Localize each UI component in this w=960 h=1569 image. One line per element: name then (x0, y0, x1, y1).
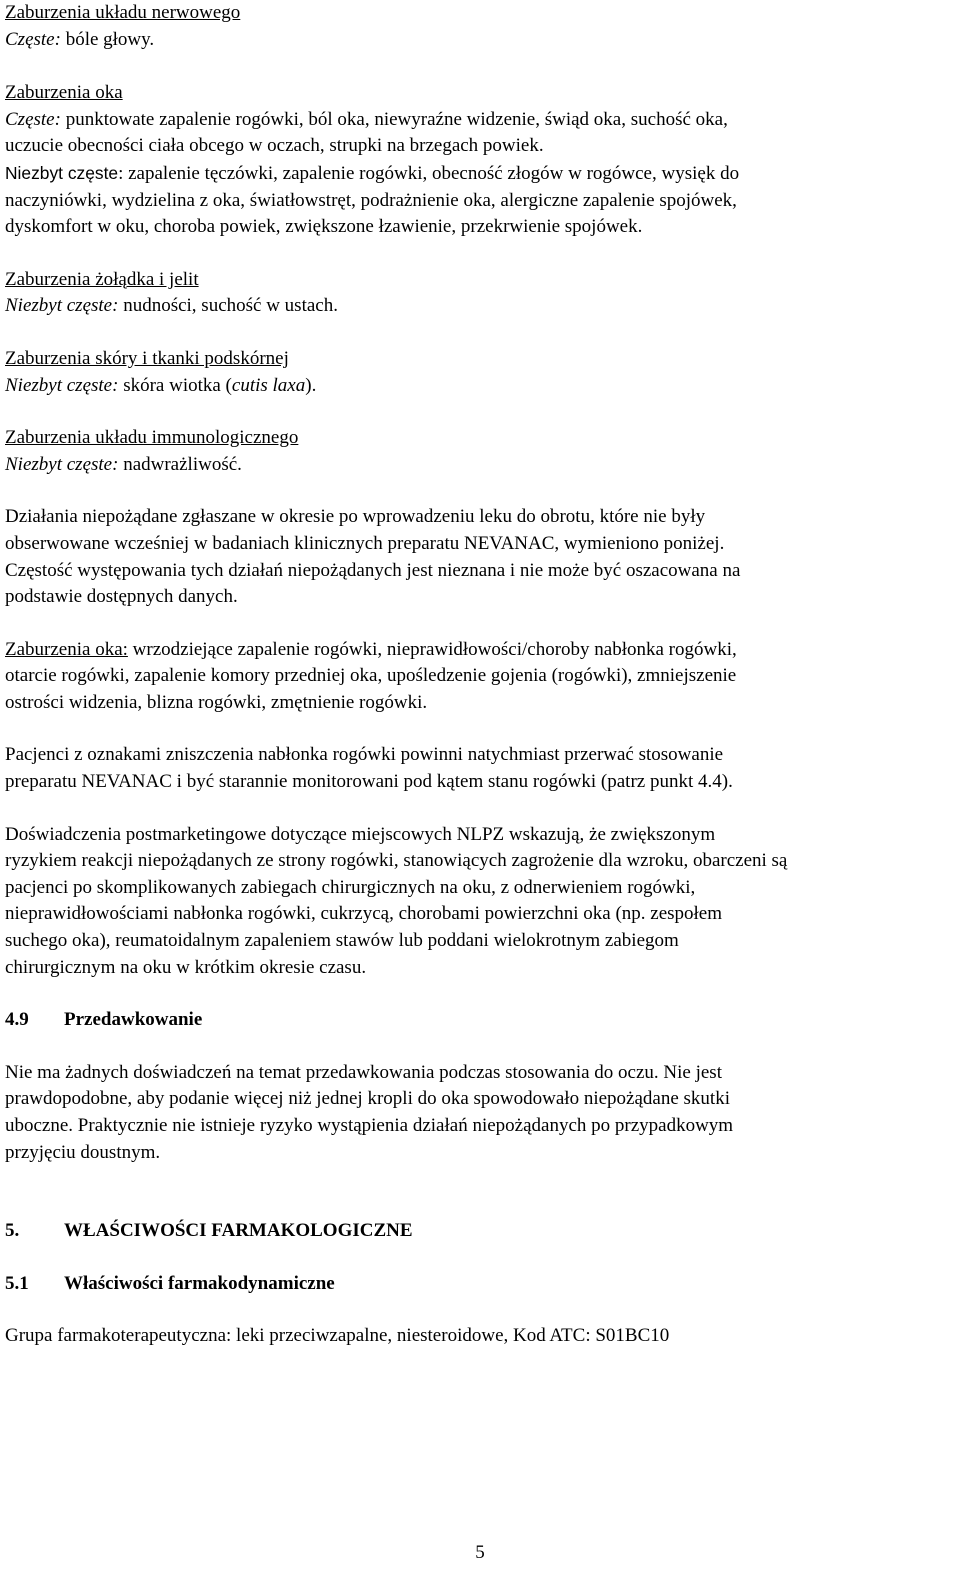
gi-line (5, 293, 955, 320)
section-5-number: 5. (5, 1220, 20, 1242)
eye-pm-text1: wrzodziejące zapalenie rogówki, nieprawidłowości/choroby nabłonka rogówki, (127, 638, 737, 660)
section-5-1-heading (5, 1271, 955, 1298)
skin-frequency: Niezbyt częste: (5, 374, 119, 396)
eye-uncommon-line2: naczyniówki, wydzielina z oka, światłowstręt, podrażnienie oka, alergiczne zapalenie spojówek, (5, 189, 737, 211)
gi-frequency: Niezbyt częste: (5, 295, 119, 317)
section-5-title: WŁAŚCIWOŚCI FARMAKOLOGICZNE (64, 1220, 413, 1242)
skin-text-b: ). (305, 374, 317, 396)
skin-text-italic: cutis laxa (231, 374, 306, 396)
eye-pm-heading: Zaburzenia oka: (5, 638, 128, 660)
overdose-line3: uboczne. Praktycznie nie istnieje ryzyko wystąpienia działań niepożądanych po przypadkowym (5, 1115, 734, 1136)
skin-line (5, 373, 955, 400)
nervous-heading: Zaburzenia układu nerwowego (5, 2, 241, 23)
patients-line1: Pacjenci z oznakami zniszczenia nabłonka rogówki powinni natychmiast przerwać stosowanie (5, 744, 724, 766)
patients-line2: preparatu NEVANAC i być starannie monitorowani pod kątem stanu rogówki (patrz punkt 4.4). (5, 771, 733, 793)
page-number: 5 (475, 1542, 485, 1563)
eye-pm-line3: ostrości widzenia, blizna rogówki, zmętnienie rogówki. (5, 691, 428, 713)
immune-text: nadwrażliwość. (118, 453, 242, 475)
postmarketing-line1: Działania niepożądane zgłaszane w okresie po wprowadzeniu leku do obrotu, które nie były (5, 506, 706, 528)
experience-line6: chirurgicznym na oku w krótkim okresie czasu. (5, 956, 367, 978)
immune-heading: Zaburzenia układu immunologicznego (5, 427, 299, 449)
eye-common-line2: uczucie obecności ciała obcego w oczach, strupki na brzegach powiek. (5, 135, 544, 157)
overdose-line2: prawdopodobne, aby podanie więcej niż jednej kropli do oka spowodowało niepożądane skutki (5, 1088, 730, 1110)
experience-line1: Doświadczenia postmarketingowe dotyczące miejscowych NLPZ wskazują, że zwiększonym (5, 823, 716, 845)
skin-text-a: skóra wiotka ( (118, 374, 232, 396)
eye-uncommon-text1: : zapalenie tęczówki, zapalenie rogówki, obecność złogów w rogówce, wysięk do (118, 162, 740, 184)
eye-common-line1 (5, 107, 955, 134)
eye-heading: Zaburzenia oka (5, 82, 123, 104)
gi-text: nudności, suchość w ustach. (118, 295, 338, 317)
eye-common-frequency: Częste: (5, 108, 61, 130)
section-4-9-number: 4.9 (5, 1009, 29, 1031)
eye-uncommon-frequency: Niezbyt częste (5, 162, 119, 183)
eye-pm-line1 (5, 637, 955, 664)
nervous-frequency: Częste: (5, 28, 61, 50)
section-4-9-heading (5, 1007, 955, 1034)
nervous-text: bóle głowy. (60, 28, 155, 50)
skin-heading: Zaburzenia skóry i tkanki podskórnej (5, 347, 289, 369)
experience-line5: suchego oka), reumatoidalnym zapaleniem stawów lub poddani wielokrotnym zabiegom (5, 930, 679, 952)
postmarketing-line4: podstawie dostępnych danych. (5, 586, 238, 608)
overdose-line1: Nie ma żadnych doświadczeń na temat przedawkowania podczas stosowania do oczu. Nie jest (5, 1061, 722, 1083)
experience-line2: ryzykiem reakcji niepożądanych ze strony rogówki, stanowiących zagrożenie dla wzroku, obarczeni są (5, 850, 788, 872)
section-5-1-title: Właściwości farmakodynamiczne (64, 1272, 335, 1294)
eye-uncommon-line3: dyskomfort w oku, choroba powiek, zwiększone łzawienie, przekrwienie spojówek. (5, 216, 643, 238)
overdose-line4: przyjęciu doustnym. (5, 1141, 161, 1163)
pharmacotherapeutic-group: Grupa farmakoterapeutyczna: leki przeciwzapalne, niesteroidowe, Kod ATC: S01BC10 (5, 1325, 670, 1347)
postmarketing-line2: obserwowane wcześniej w badaniach klinicznych preparatu NEVANAC, wymieniono poniżej. (5, 532, 725, 554)
experience-line3: pacjenci po skomplikowanych zabiegach chirurgicznych na oku, z odnerwieniem rogówki, (5, 876, 696, 898)
experience-line4: nieprawidłowościami nabłonka rogówki, cukrzycą, chorobami powierzchni oka (np. zespołem (5, 903, 723, 925)
eye-pm-line2: otarcie rogówki, zapalenie komory przedniej oka, upośledzenie gojenia (rogówki), zmniejszenie (5, 665, 737, 687)
gi-heading: Zaburzenia żołądka i jelit (5, 268, 199, 290)
immune-line (5, 452, 955, 479)
nervous-line (5, 27, 955, 54)
section-5-heading (5, 1218, 955, 1245)
eye-uncommon-line1 (5, 160, 955, 188)
eye-common-text: punktowate zapalenie rogówki, ból oka, niewyraźne widzenie, świąd oka, suchość oka, (60, 108, 728, 130)
section-5-1-number: 5.1 (5, 1272, 29, 1294)
section-4-9-title: Przedawkowanie (64, 1009, 203, 1031)
document-page (5, 0, 955, 1350)
postmarketing-line3: Częstość występowania tych działań niepożądanych jest nieznana i nie może być oszacowana na (5, 559, 741, 581)
immune-frequency: Niezbyt częste: (5, 453, 119, 475)
